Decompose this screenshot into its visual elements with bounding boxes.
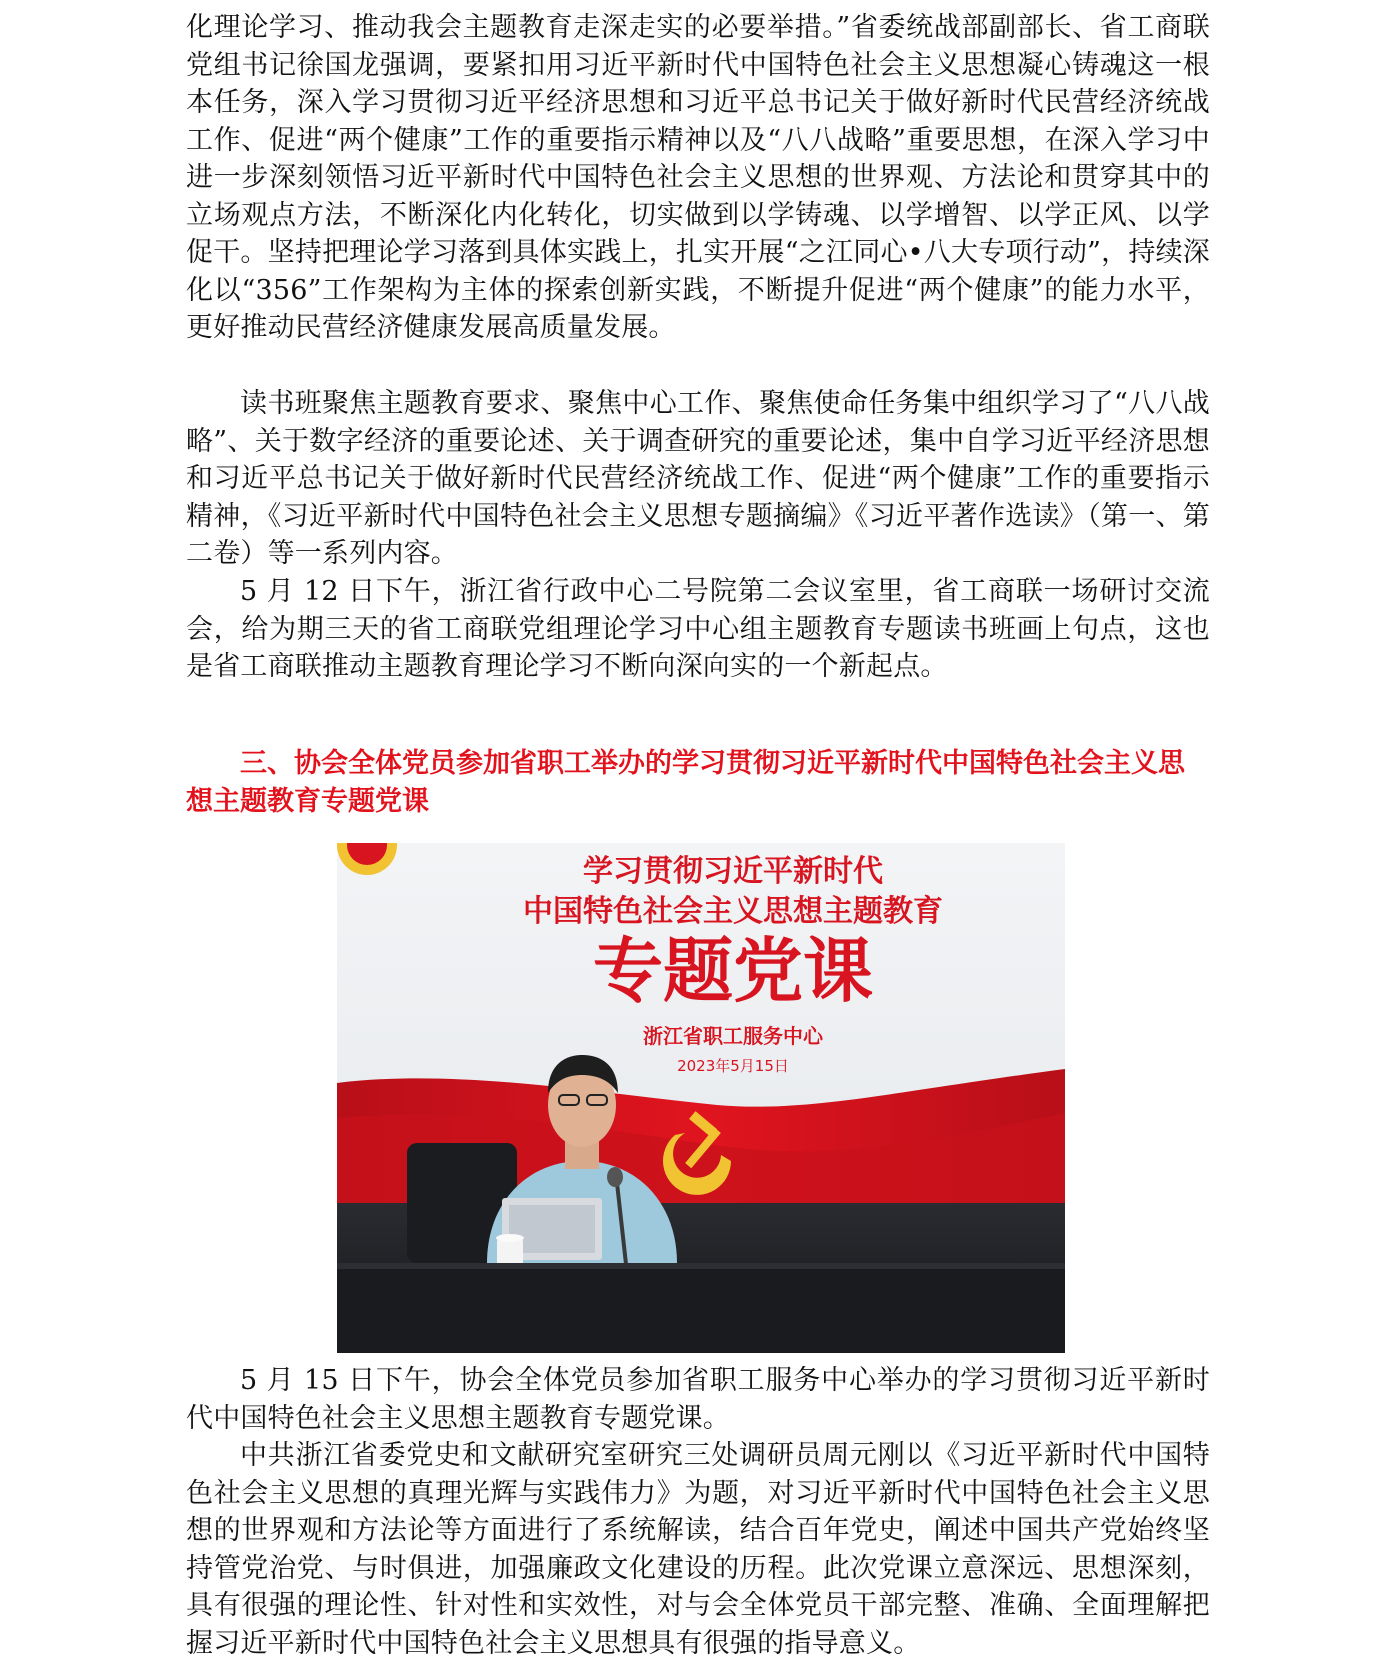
mug [496,1234,524,1268]
paragraph-4: 5 月 15 日下午，协会全体党员参加省职工服务中心举办的学习贯彻习近平新时代中国特色社会主义思想主题教育专题党课。 [186,1365,1210,1434]
paragraph-5: 中共浙江省委党史和文献研究室研究三处调研员周元刚以《习近平新时代中国特色社会主义思想的真理光辉与实践伟力》为题，对习近平新时代中国特色社会主义思想的世界观和方法论等方面进行了系统解读，结合百年党史，阐述中国共产党始终坚持管党治党、与时俱进，加强廉政文化建设的历程。此次党课立意深远、思想深刻，具有很强的理论性、针对性和实效性，对与会全体党员干部完整、准确、全面理解把握习近平新时代中国特色社会主义思想具有很强的指导意义。 [186,1440,1210,1659]
desk [337,1263,1065,1353]
lecture-scene [337,843,1065,1353]
banner-line-2: 中国特色社会主义思想主题教育 [523,894,943,929]
section-heading: 三、协会全体党员参加省职工举办的学习贯彻习近平新时代中国特色社会主义思想主题教育专题党课 [186,748,1185,817]
paragraph-2: 读书班聚焦主题教育要求、聚焦中心工作、聚焦使命任务集中组织学习了“八八战略”、关于数字经济的重要论述、关于调查研究的重要论述，集中自学习近平经济思想和习近平总书记关于做好新时代民营经济统战工作、促进“两个健康”工作的重要指示精神，《习近平新时代中国特色社会主义思想专题摘编》《习近平著作选读》（第一、第二卷）等一系列内容。 [186,388,1210,569]
paragraph-1: 化理论学习、推动我会主题教育走深走实的必要举措。”省委统战部副部长、省工商联党组书记徐国龙强调，要紧扣用习近平新时代中国特色社会主义思想凝心铸魂这一根本任务，深入学习贯彻习近平经济思想和习近平总书记关于做好新时代民营经济统战工作、促进“两个健康”工作的重要指示精神以及“八八战略”重要思想，在深入学习中进一步深刻领悟习近平新时代中国特色社会主义思想的世界观、方法论和贯穿其中的立场观点方法，不断深化内化转化，切实做到以学铸魂、以学增智、以学正风、以学促干。坚持把理论学习落到具体实践上，扎实开展“之江同心•八大专项行动”，持续深化以“356”工作架构为主体的探索创新实践，不断提升促进“两个健康”的能力水平，更好推动民营经济健康发展高质量发展。 [186,12,1210,343]
lecture-photo [337,843,1065,1353]
paragraph-3: 5 月 12 日下午，浙江省行政中心二号院第二会议室里，省工商联一场研讨交流会，给为期三天的省工商联党组理论学习中心组主题教育专题读书班画上句点，这也是省工商联推动主题教育理论学习不断向深向实的一个新起点。 [186,576,1210,682]
banner-date: 2023年5月15日 [677,1057,789,1075]
banner-org: 浙江省职工服务中心 [643,1024,823,1048]
banner-title: 专题党课 [593,930,873,1012]
banner-line-1: 学习贯彻习近平新时代 [583,854,883,889]
